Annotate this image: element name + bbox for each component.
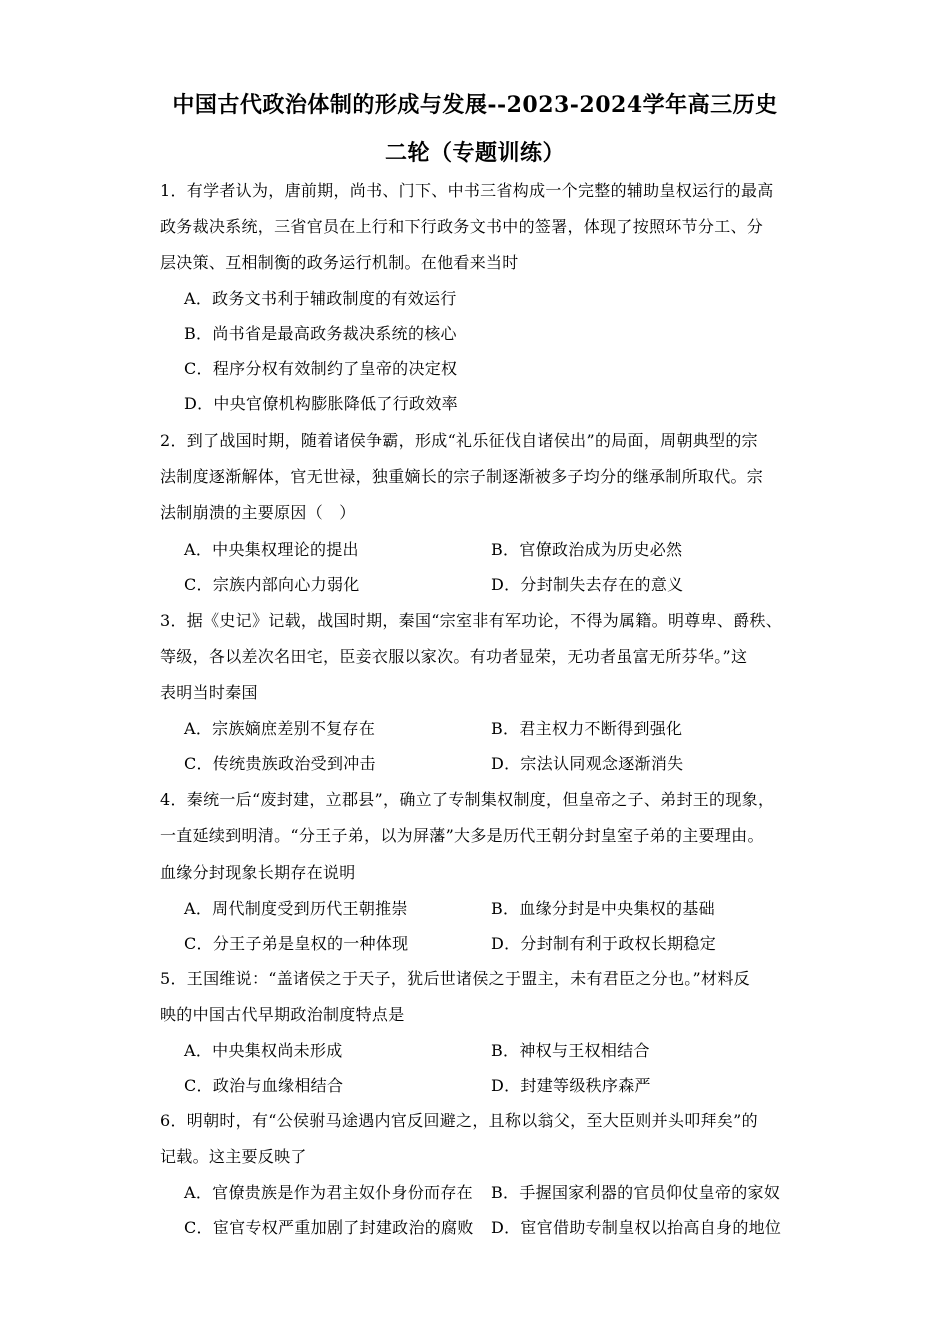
question-4-option-a: A．周代制度受到历代王朝推崇 — [184, 899, 408, 918]
question-1-stem-line: 政务裁决系统，三省官员在上行和下行政务文书中的签署，体现了按照环节分工、分 — [160, 217, 764, 236]
question-5-option-a: A．中央集权尚未形成 — [184, 1041, 343, 1060]
question-3-option-a: A．宗族嫡庶差别不复存在 — [184, 719, 376, 738]
question-4-stem-line: 一直延续到明清。“分王子弟，以为屏藩”大多是历代王朝分封皇室子弟的主要理由。 — [160, 826, 764, 845]
question-2-stem-line: 2．到了战国时期，随着诸侯争霸，形成“礼乐征伐自诸侯出”的局面，周朝典型的宗 — [160, 431, 758, 450]
question-5-option-d: D．封建等级秩序森严 — [491, 1076, 651, 1095]
question-2-stem-line: 法制度逐渐解体，官无世禄，独重嫡长的宗子制逐渐被多子均分的继承制所取代。宗 — [160, 467, 764, 486]
question-1-stem-line: 1．有学者认为，唐前期，尚书、门下、中书三省构成一个完整的辅助皇权运行的最高 — [160, 181, 774, 200]
question-1-option-a: A．政务文书利于辅政制度的有效运行 — [184, 289, 457, 308]
question-5-option-b: B．神权与王权相结合 — [491, 1041, 650, 1060]
question-3-option-d: D．宗法认同观念逐渐消失 — [491, 754, 684, 773]
question-6-option-a: A．官僚贵族是作为君主奴仆身份而存在 — [184, 1183, 473, 1202]
question-3-stem-line: 3．据《史记》记载，战国时期，秦国“宗室非有军功论，不得为属籍。明尊卑、爵秩、 — [160, 611, 783, 630]
question-1-option-c: C．程序分权有效制约了皇帝的决定权 — [184, 359, 458, 378]
question-4-option-d: D．分封制有利于政权长期稳定 — [491, 934, 717, 953]
question-3-stem-line: 表明当时秦国 — [160, 683, 258, 702]
question-6-option-b: B．手握国家利器的官员仰仗皇帝的家奴 — [491, 1183, 781, 1202]
question-4-option-b: B．血缘分封是中央集权的基础 — [491, 899, 715, 918]
question-2-option-c: C．宗族内部向心力弱化 — [184, 575, 360, 594]
question-5-stem-line: 映的中国古代早期政治制度特点是 — [160, 1005, 405, 1024]
question-3-option-c: C．传统贵族政治受到冲击 — [184, 754, 376, 773]
question-5-stem-line: 5．王国维说：“盖诸侯之于天子，犹后世诸侯之于盟主，未有君臣之分也。”材料反 — [160, 969, 750, 988]
question-4-stem-line: 4．秦统一后“废封建，立郡县”，确立了专制集权制度，但皇帝之子、弟封王的现象， — [160, 790, 775, 809]
document-title-line2: 二轮（专题训练） — [384, 140, 565, 166]
question-5-option-c: C．政治与血缘相结合 — [184, 1076, 344, 1095]
question-3-option-b: B．君主权力不断得到强化 — [491, 719, 683, 738]
question-4-stem-line: 血缘分封现象长期存在说明 — [160, 863, 356, 882]
question-6-stem-line: 6．明朝时，有“公侯驸马途遇内官反回避之，且称以翁父，至大臣则并头叩拜矣”的 — [160, 1111, 758, 1130]
question-6-option-c: C．宦官专权严重加剧了封建政治的腐败 — [184, 1218, 474, 1237]
question-2-option-d: D．分封制失去存在的意义 — [491, 575, 684, 594]
question-2-option-b: B．官僚政治成为历史必然 — [491, 540, 683, 559]
question-3-stem-line: 等级，各以差次名田宅，臣妾衣服以家次。有功者显荣，无功者虽富无所芬华。”这 — [160, 647, 748, 666]
question-6-option-d: D．宦官借助专制皇权以抬高自身的地位 — [491, 1218, 782, 1237]
question-1-option-b: B．尚书省是最高政务裁决系统的核心 — [184, 324, 457, 343]
question-4-option-c: C．分王子弟是皇权的一种体现 — [184, 934, 409, 953]
document-title-line1: 中国古代政治体制的形成与发展--2023-2024学年高三历史 — [172, 92, 778, 118]
question-2-stem-line: 法制崩溃的主要原因（ ） — [160, 503, 356, 522]
question-1-stem-line: 层决策、互相制衡的政务运行机制。在他看来当时 — [160, 253, 519, 272]
question-1-option-d: D．中央官僚机构膨胀降低了行政效率 — [184, 394, 458, 413]
question-2-option-a: A．中央集权理论的提出 — [184, 540, 359, 559]
question-6-stem-line: 记载。这主要反映了 — [160, 1147, 307, 1166]
